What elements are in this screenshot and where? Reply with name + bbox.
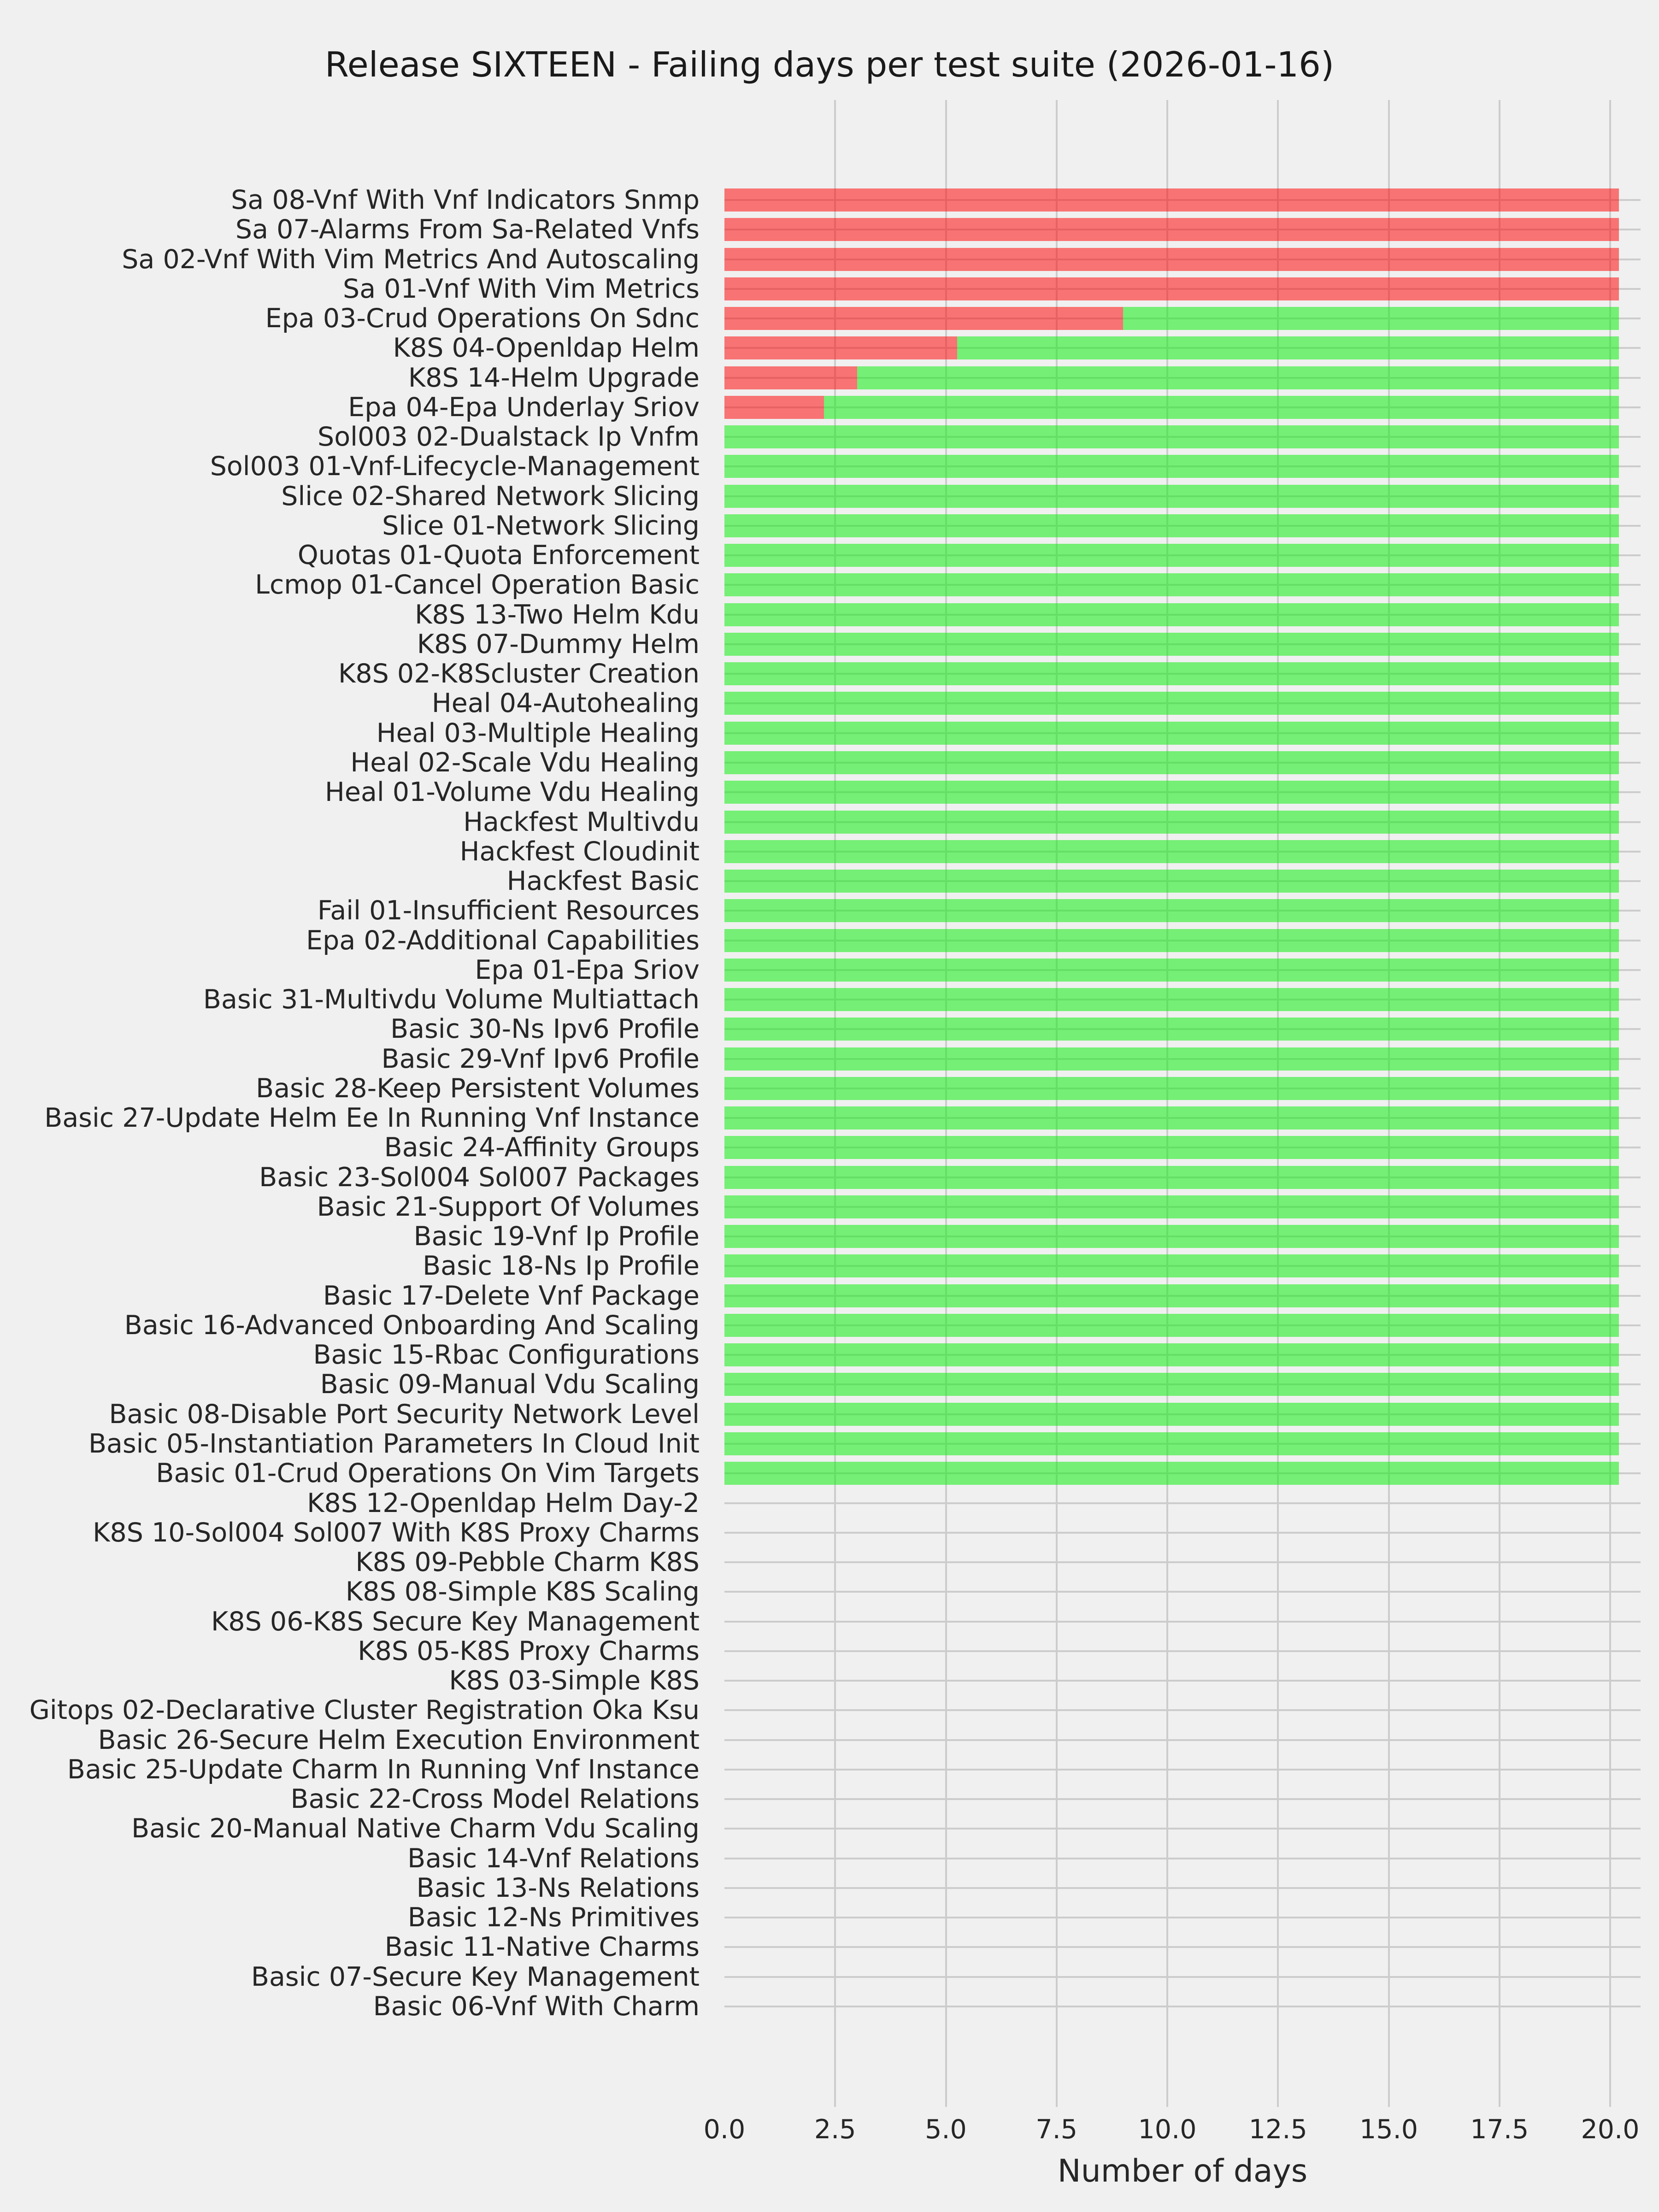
y-tick-label: K8S 13-Two Helm Kdu [415, 599, 700, 630]
x-axis-title: Number of days [1057, 2153, 1308, 2189]
bar-segment-passing [724, 544, 1619, 567]
y-tick-label: Basic 01-Crud Operations On Vim Targets [156, 1458, 700, 1489]
y-tick-label: Basic 31-Multivdu Volume Multiattach [203, 984, 700, 1015]
bar-segment-passing [724, 1195, 1619, 1218]
x-tick-label: 0.0 [703, 2114, 746, 2145]
y-tick-label: Slice 01-Network Slicing [382, 510, 700, 541]
bar-segment-passing [724, 899, 1619, 922]
y-tick-label: K8S 04-Openldap Helm [393, 333, 700, 364]
y-tick-label: Sa 02-Vnf With Vim Metrics And Autoscaling [122, 244, 700, 275]
bar-segment-passing [724, 692, 1619, 715]
y-gridline [724, 1858, 1641, 1859]
bar-segment-passing [724, 811, 1619, 834]
bar-segment-passing [724, 1373, 1619, 1396]
y-tick-label: Lcmop 01-Cancel Operation Basic [255, 570, 700, 600]
bar-segment-passing [724, 1343, 1619, 1366]
y-gridline [724, 1561, 1641, 1563]
bar-segment-failing [724, 188, 1619, 212]
bar-segment-passing [724, 514, 1619, 537]
y-tick-label: Basic 27-Update Helm Ee In Running Vnf Instance [44, 1103, 700, 1134]
y-tick-label: Basic 13-Ns Relations [416, 1872, 700, 1903]
bar-segment-passing [724, 662, 1619, 685]
bar-segment-passing [724, 425, 1619, 448]
bar-segment-passing [824, 396, 1619, 419]
y-tick-label: K8S 09-Pebble Charm K8S [355, 1547, 700, 1578]
bar-segment-passing [857, 366, 1619, 389]
y-gridline [724, 1680, 1641, 1682]
y-tick-label: K8S 12-Openldap Helm Day-2 [307, 1488, 700, 1518]
y-tick-label: Epa 04-Epa Underlay Sriov [348, 392, 700, 423]
y-gridline [724, 1917, 1641, 1918]
y-tick-label: Heal 01-Volume Vdu Healing [325, 777, 700, 808]
y-tick-label: Slice 02-Shared Network Slicing [281, 481, 700, 512]
bar-segment-passing [724, 1403, 1619, 1426]
y-gridline [724, 1502, 1641, 1504]
y-tick-label: Basic 06-Vnf With Charm [373, 1991, 700, 2022]
y-tick-label: Basic 21-Support Of Volumes [317, 1191, 700, 1222]
y-tick-label: Gitops 02-Declarative Cluster Registration Oka Ksu [29, 1695, 700, 1726]
bar-segment-passing [724, 1166, 1619, 1189]
bar-segment-passing [724, 1136, 1619, 1159]
bar-segment-passing [724, 1018, 1619, 1041]
y-tick-label: Basic 09-Manual Vdu Scaling [320, 1369, 700, 1400]
x-tick-label: 12.5 [1248, 2114, 1307, 2145]
y-gridline [724, 1650, 1641, 1652]
x-axis-ticks [0, 2114, 1659, 2147]
y-tick-label: Fail 01-Insufficient Resources [317, 895, 700, 926]
bar-segment-passing [724, 1106, 1619, 1130]
y-tick-label: Basic 17-Delete Vnf Package [323, 1280, 700, 1311]
bar-segment-passing [724, 840, 1619, 863]
x-tick-label: 20.0 [1581, 2114, 1640, 2145]
y-gridline [724, 1532, 1641, 1534]
y-tick-label: Basic 22-Cross Model Relations [290, 1784, 700, 1815]
y-tick-label: Heal 04-Autohealing [431, 688, 700, 719]
y-tick-label: Heal 02-Scale Vdu Healing [350, 747, 700, 778]
y-gridline [724, 1828, 1641, 1830]
bar-segment-passing [724, 1314, 1619, 1337]
y-tick-label: Basic 05-Instantiation Parameters In Cloud Init [88, 1429, 700, 1459]
y-tick-label: Basic 24-Affinity Groups [384, 1132, 700, 1163]
x-tick-label: 15.0 [1359, 2114, 1418, 2145]
bar-segment-passing [724, 988, 1619, 1011]
y-tick-label: Basic 18-Ns Ip Profile [423, 1251, 700, 1282]
y-tick-label: Hackfest Basic [506, 866, 700, 897]
y-tick-label: Basic 11-Native Charms [384, 1932, 700, 1963]
y-tick-label: Hackfest Multivdu [463, 806, 700, 837]
y-tick-label: Sa 07-Alarms From Sa-Related Vnfs [235, 214, 700, 245]
bar-segment-passing [724, 603, 1619, 626]
y-tick-label: Basic 16-Advanced Onboarding And Scaling [124, 1310, 700, 1341]
bar-segment-passing [724, 751, 1619, 774]
plot-area [724, 100, 1641, 2107]
bar-segment-passing [957, 336, 1619, 359]
y-tick-label: Epa 02-Additional Capabilities [306, 925, 700, 956]
y-tick-label: Basic 20-Manual Native Charm Vdu Scaling [131, 1813, 700, 1844]
y-tick-label: K8S 10-Sol004 Sol007 With K8S Proxy Charms [93, 1517, 700, 1548]
y-tick-label: K8S 07-Dummy Helm [417, 629, 700, 659]
y-tick-label: Basic 15-Rbac Configurations [313, 1340, 700, 1371]
y-tick-label: Basic 07-Secure Key Management [251, 1961, 700, 1992]
y-tick-label: Basic 25-Update Charm In Running Vnf Instance [67, 1754, 700, 1785]
y-gridline [724, 1798, 1641, 1800]
chart-title: Release SIXTEEN - Failing days per test suite (2026-01-16) [324, 44, 1335, 85]
y-tick-label: Basic 23-Sol004 Sol007 Packages [259, 1162, 700, 1193]
bar-segment-passing [724, 485, 1619, 508]
y-tick-label: K8S 05-K8S Proxy Charms [358, 1635, 700, 1666]
bar-segment-passing [724, 722, 1619, 745]
y-tick-label: Sol003 02-Dualstack Ip Vnfm [318, 422, 700, 453]
y-gridline [724, 1946, 1641, 1948]
x-tick-label: 5.0 [925, 2114, 967, 2145]
y-tick-label: Basic 28-Keep Persistent Volumes [256, 1073, 700, 1104]
bar-segment-passing [724, 573, 1619, 596]
bar-segment-passing [724, 1225, 1619, 1248]
y-tick-label: Basic 19-Vnf Ip Profile [413, 1221, 700, 1252]
y-tick-label: Basic 29-Vnf Ipv6 Profile [381, 1043, 700, 1074]
bar-segment-passing [724, 1462, 1619, 1485]
y-tick-label: Hackfest Cloudinit [459, 836, 700, 867]
bar-segment-passing [724, 1432, 1619, 1455]
bar-segment-passing [724, 781, 1619, 804]
y-tick-label: Epa 03-Crud Operations On Sdnc [265, 303, 700, 334]
y-tick-label: K8S 08-Simple K8S Scaling [345, 1577, 700, 1607]
bar-segment-passing [1123, 307, 1619, 330]
y-tick-label: Basic 14-Vnf Relations [407, 1843, 700, 1874]
y-gridline [724, 1591, 1641, 1593]
y-gridline [724, 2006, 1641, 2007]
bar-segment-passing [724, 929, 1619, 952]
bar-segment-passing [724, 455, 1619, 478]
bar-segment-passing [724, 870, 1619, 893]
bar-segment-failing [724, 248, 1619, 271]
y-tick-label: K8S 06-K8S Secure Key Management [211, 1606, 700, 1637]
x-tick-label: 17.5 [1470, 2114, 1529, 2145]
y-tick-label: Sol003 01-Vnf-Lifecycle-Management [210, 451, 700, 482]
y-tick-label: Sa 08-Vnf With Vnf Indicators Snmp [231, 185, 700, 215]
y-gridline [724, 1887, 1641, 1889]
y-gridline [724, 1769, 1641, 1771]
y-tick-label: Quotas 01-Quota Enforcement [297, 540, 700, 571]
y-tick-label: Basic 30-Ns Ipv6 Profile [390, 1014, 700, 1045]
bar-segment-failing [724, 218, 1619, 241]
y-tick-label: K8S 02-K8Scluster Creation [338, 659, 700, 689]
bar-segment-passing [724, 959, 1619, 982]
x-tick-label: 10.0 [1138, 2114, 1197, 2145]
bar-segment-passing [724, 633, 1619, 656]
y-tick-label: Basic 26-Secure Helm Execution Environment [98, 1724, 700, 1755]
y-gridline [724, 1621, 1641, 1623]
y-tick-label: Sa 01-Vnf With Vim Metrics [343, 273, 700, 304]
bar-segment-passing [724, 1254, 1619, 1277]
bar-segment-failing [724, 336, 957, 359]
y-tick-label: K8S 14-Helm Upgrade [408, 362, 700, 393]
y-tick-label: Heal 03-Multiple Healing [376, 718, 700, 748]
y-tick-label: K8S 03-Simple K8S [449, 1665, 700, 1696]
y-axis-labels [0, 0, 712, 2212]
bar-segment-passing [724, 1047, 1619, 1071]
x-tick-label: 2.5 [814, 2114, 856, 2145]
x-tick-label: 7.5 [1035, 2114, 1078, 2145]
y-tick-label: Basic 08-Disable Port Security Network Level [109, 1399, 700, 1430]
y-gridline [724, 1976, 1641, 1978]
bar-segment-passing [724, 1077, 1619, 1100]
y-tick-label: Basic 12-Ns Primitives [407, 1902, 700, 1933]
y-tick-label: Epa 01-Epa Sriov [475, 954, 700, 985]
bar-segment-passing [724, 1284, 1619, 1307]
bar-segment-failing [724, 307, 1123, 330]
y-gridline [724, 1709, 1641, 1711]
bar-segment-failing [724, 396, 824, 419]
bar-segment-failing [724, 366, 857, 389]
bar-segment-failing [724, 277, 1619, 300]
y-gridline [724, 1739, 1641, 1741]
